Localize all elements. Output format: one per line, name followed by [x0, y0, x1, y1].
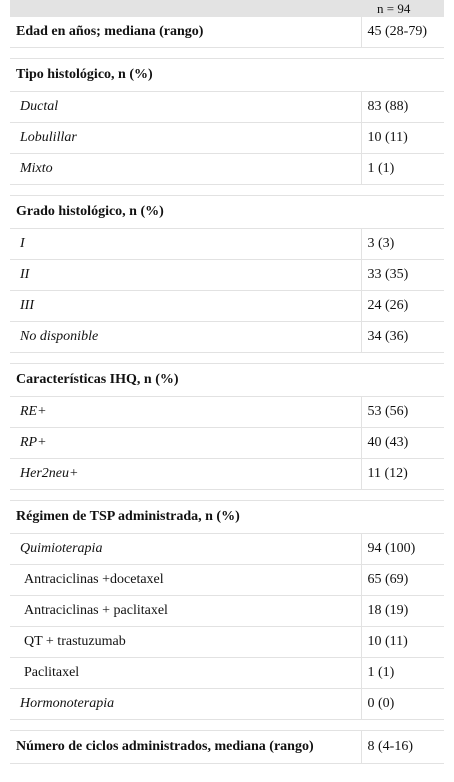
table-row	[10, 229, 444, 260]
section-title: Características IHQ, n (%)	[10, 364, 444, 397]
section-tsp-regimen	[10, 501, 444, 534]
table-row	[10, 459, 444, 490]
row-value: 33 (35)	[361, 260, 444, 291]
section-histological-grade	[10, 196, 444, 229]
age-row	[10, 17, 444, 48]
cycles-value: 8 (4-16)	[361, 731, 444, 764]
row-label: RP+	[10, 428, 361, 459]
row-label: Lobulillar	[10, 123, 361, 154]
age-label: Edad en años; mediana (rango)	[10, 17, 361, 48]
cycles-label: Número de ciclos administrados, mediana (rango)	[10, 731, 361, 764]
spacer-row	[10, 185, 444, 196]
table-row	[10, 565, 444, 596]
table-row	[10, 658, 444, 689]
table-row	[10, 397, 444, 428]
table-row	[10, 260, 444, 291]
section-title: Grado histológico, n (%)	[10, 196, 444, 229]
table-row	[10, 154, 444, 185]
n-total-header: n = 94	[361, 0, 444, 17]
row-label: III	[10, 291, 361, 322]
row-value: 34 (36)	[361, 322, 444, 353]
table-row	[10, 291, 444, 322]
row-value: 53 (56)	[361, 397, 444, 428]
row-label: Quimioterapia	[10, 534, 361, 565]
table-row	[10, 322, 444, 353]
table-header-row	[10, 0, 444, 17]
row-label: II	[10, 260, 361, 291]
section-histological-type	[10, 59, 444, 92]
row-value: 10 (11)	[361, 123, 444, 154]
age-value: 45 (28-79)	[361, 17, 444, 48]
row-label: QT + trastuzumab	[10, 627, 361, 658]
table-row	[10, 123, 444, 154]
row-value: 1 (1)	[361, 154, 444, 185]
spacer-row	[10, 48, 444, 59]
row-value: 0 (0)	[361, 689, 444, 720]
row-value: 24 (26)	[361, 291, 444, 322]
row-value: 3 (3)	[361, 229, 444, 260]
row-value: 11 (12)	[361, 459, 444, 490]
row-label: Ductal	[10, 92, 361, 123]
row-label: Antraciclinas + paclitaxel	[10, 596, 361, 627]
row-value: 1 (1)	[361, 658, 444, 689]
row-value: 83 (88)	[361, 92, 444, 123]
clinical-characteristics-table	[10, 0, 444, 764]
row-value: 65 (69)	[361, 565, 444, 596]
spacer-row	[10, 720, 444, 731]
row-label: Her2neu+	[10, 459, 361, 490]
row-value: 94 (100)	[361, 534, 444, 565]
table-row	[10, 689, 444, 720]
row-value: 18 (19)	[361, 596, 444, 627]
row-value: 10 (11)	[361, 627, 444, 658]
row-label: Mixto	[10, 154, 361, 185]
table-row	[10, 596, 444, 627]
row-label: RE+	[10, 397, 361, 428]
cycles-row	[10, 731, 444, 764]
section-title: Régimen de TSP administrada, n (%)	[10, 501, 444, 534]
section-ihc	[10, 364, 444, 397]
spacer-row	[10, 490, 444, 501]
table-row	[10, 627, 444, 658]
spacer-row	[10, 353, 444, 364]
row-label: Paclitaxel	[10, 658, 361, 689]
table-row	[10, 92, 444, 123]
header-empty-cell	[10, 0, 361, 17]
section-title: Tipo histológico, n (%)	[10, 59, 444, 92]
row-label: I	[10, 229, 361, 260]
row-label: Hormonoterapia	[10, 689, 361, 720]
table-row	[10, 534, 444, 565]
row-label: Antraciclinas +docetaxel	[10, 565, 361, 596]
row-label: No disponible	[10, 322, 361, 353]
table-row	[10, 428, 444, 459]
row-value: 40 (43)	[361, 428, 444, 459]
